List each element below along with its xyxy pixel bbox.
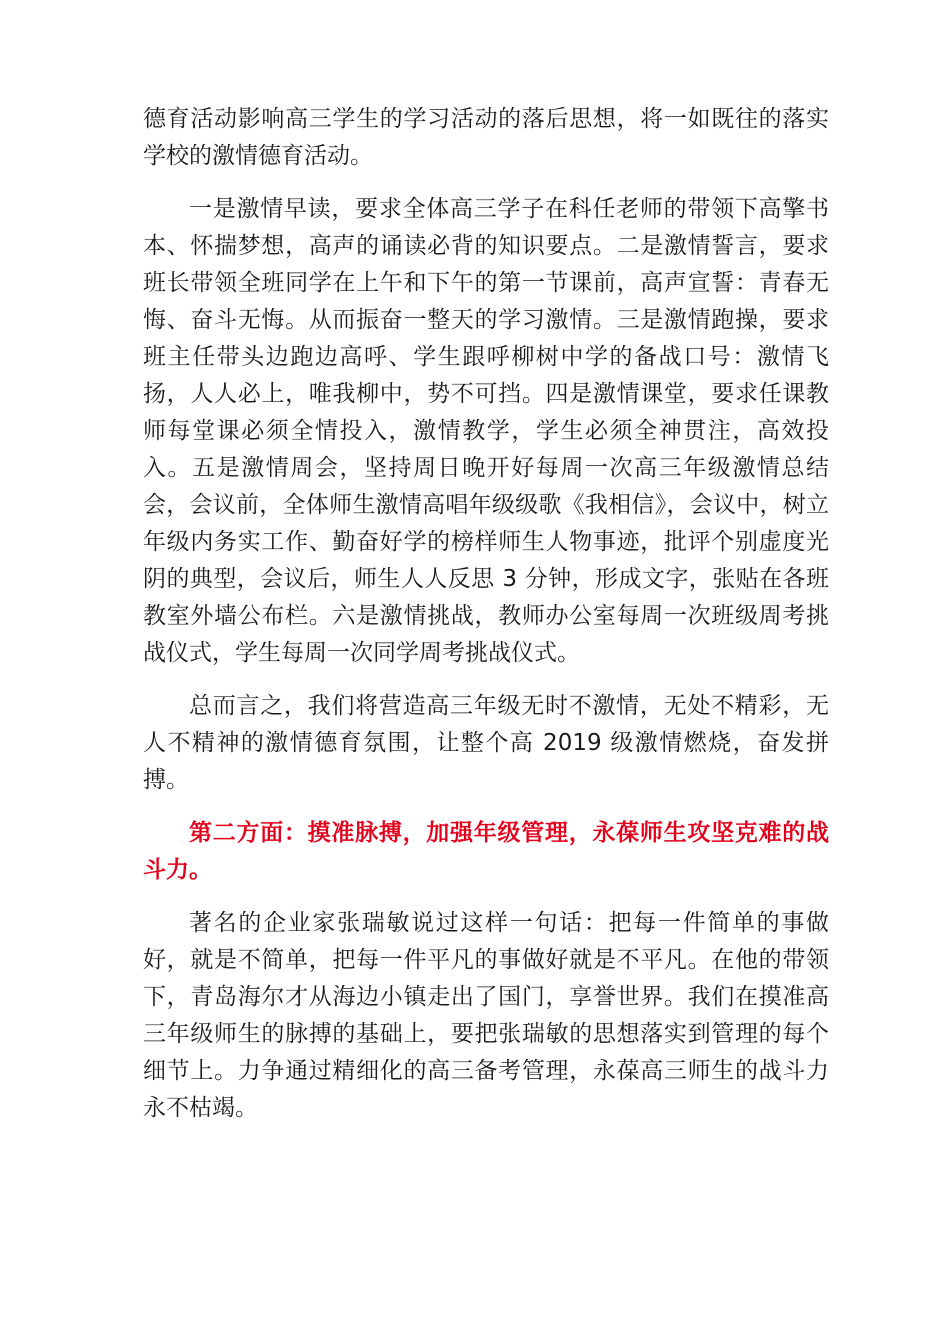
- paragraph-passion-activities: 一是激情早读，要求全体高三学子在科任老师的带领下高擎书本、怀揣梦想，高声的诵读必背的知识要点。二是激情誓言，要求班长带领全班同学在上午和下午的第一节课前，高声宣誓：青春无悔、奋斗无悔。从而振奋一整天的学习激情。三是激情跑操，要求班主任带头边跑边高呼、学生跟呼柳树中学的备战口号：激情飞扬，人人必上，唯我柳中，势不可挡。四是激情课堂，要求任课教师每堂课必须全情投入，激情教学，学生必须全神贯注，高效投入。五是激情周会，坚持周日晚开好每周一次高三年级激情总结会，会议前，全体师生激情高唱年级级歌《我相信》，会议中，树立年级内务实工作、勤奋好学的榜样师生人物事迹，批评个别虚度光阴的典型，会议后，师生人人反思 3 分钟，形成文字，张贴在各班教室外墙公布栏。六是激情挑战，教师办公室每周一次班级周考挑战仪式，学生每周一次同学周考挑战仪式。: [143, 196, 829, 666]
- paragraph-summary: 总而言之，我们将营造高三年级无时不激情，无处不精彩，无人不精神的激情德育氛围，让整个高 2019 级激情燃烧，奋发拼搏。: [143, 693, 829, 793]
- paragraph-management: 著名的企业家张瑞敏说过这样一句话：把每一件简单的事做好，就是不简单，把每一件平凡的事做好就是不平凡。在他的带领下，青岛海尔才从海边小镇走出了国门，享誉世界。我们在摸准高三年级师生的脉搏的基础上，要把张瑞敏的思想落实到管理的每个细节上。力争通过精细化的高三备考管理，永葆高三师生的战斗力永不枯竭。: [143, 910, 829, 1121]
- paragraph-continuation: 德育活动影响高三学生的学习活动的落后思想，将一如既往的落实学校的激情德育活动。: [143, 106, 829, 169]
- document-page: [143, 101, 829, 1143]
- section-heading: 第二方面：摸准脉搏，加强年级管理，永葆师生攻坚克难的战斗力。: [143, 820, 829, 883]
